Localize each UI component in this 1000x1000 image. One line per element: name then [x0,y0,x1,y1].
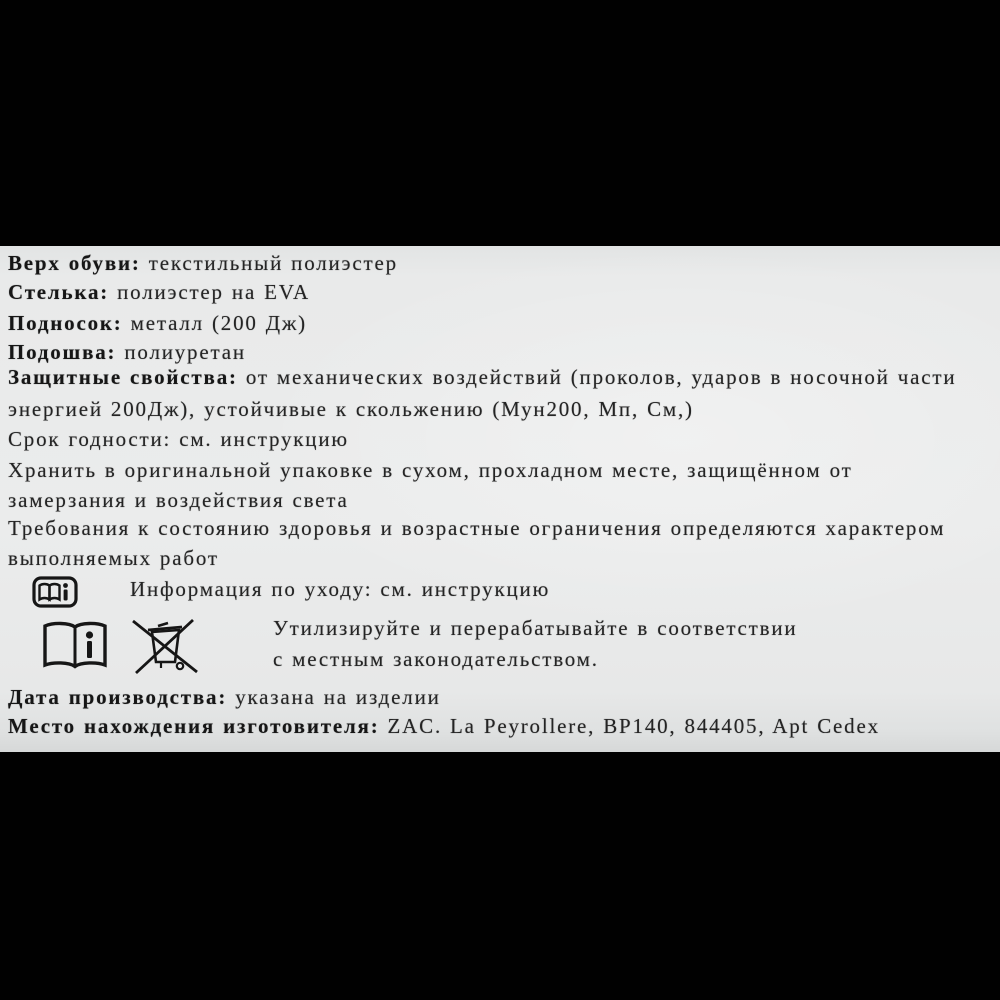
spec-row-toecap [8,308,307,338]
top-black-bar [0,0,1000,246]
spec-title: Подошва: [8,340,117,364]
spec-value: текстильный полиэстер [140,251,398,275]
spec-value: Срок годности: см. инструкцию [8,427,349,451]
open-book-info-icon [40,620,110,672]
spec-value: выполняемых работ [8,546,219,570]
health-req-row-line2 [8,543,219,573]
production-date-row [8,682,441,712]
booklet-info-icon [32,576,78,608]
care-info-row [130,574,550,604]
storage-row-line2 [8,485,349,515]
spec-row-upper [8,248,398,278]
spec-title: Верх обуви: [8,251,141,275]
spec-value: Утилизируйте и перерабатывайте в соответствии [273,616,798,640]
spec-title: Стелька: [8,280,110,304]
spec-value: энергией 200Дж), устойчивые к скольжению (Мун200, Мп, См,) [8,397,694,421]
spec-value: металл (200 Дж) [122,311,307,335]
spec-row-protective-line2 [8,394,694,424]
crossed-out-bin-icon [127,616,203,676]
spec-value: полиэстер на EVA [109,280,310,304]
shelf-life-row [8,424,349,454]
manufacturer-address-row [8,711,880,741]
spec-value: Информация по уходу: см. инструкцию [130,577,551,601]
disposal-row-line2 [273,644,599,674]
spec-value: Требования к состоянию здоровья и возрастные ограничения определяются характером [8,516,946,540]
spec-value: ZAC. La Peyrollere, BP140, 844405, Apt Cedex [379,714,880,738]
storage-row-line1 [8,455,853,485]
bottom-black-bar [0,752,1000,1000]
health-req-row-line1 [8,513,945,543]
spec-title: Защитные свойства: [8,365,238,389]
spec-value: указана на изделии [227,685,441,709]
disposal-row-line1 [273,613,797,643]
spec-title: Дата производства: [8,685,228,709]
spec-row-protective-line1 [8,362,956,392]
spec-title: Место нахождения изготовителя: [8,714,380,738]
spec-value: замерзания и воздействия света [8,488,349,512]
spec-title: Подносок: [8,311,123,335]
spec-value: с местным законодательством. [273,647,599,671]
spec-value: от механических воздействий (проколов, ударов в носочной части [237,365,957,389]
spec-value: полиуретан [116,340,246,364]
label-strip [0,246,1000,752]
spec-value: Хранить в оригинальной упаковке в сухом, прохладном месте, защищённом от [8,458,853,482]
spec-row-insole [8,277,310,307]
